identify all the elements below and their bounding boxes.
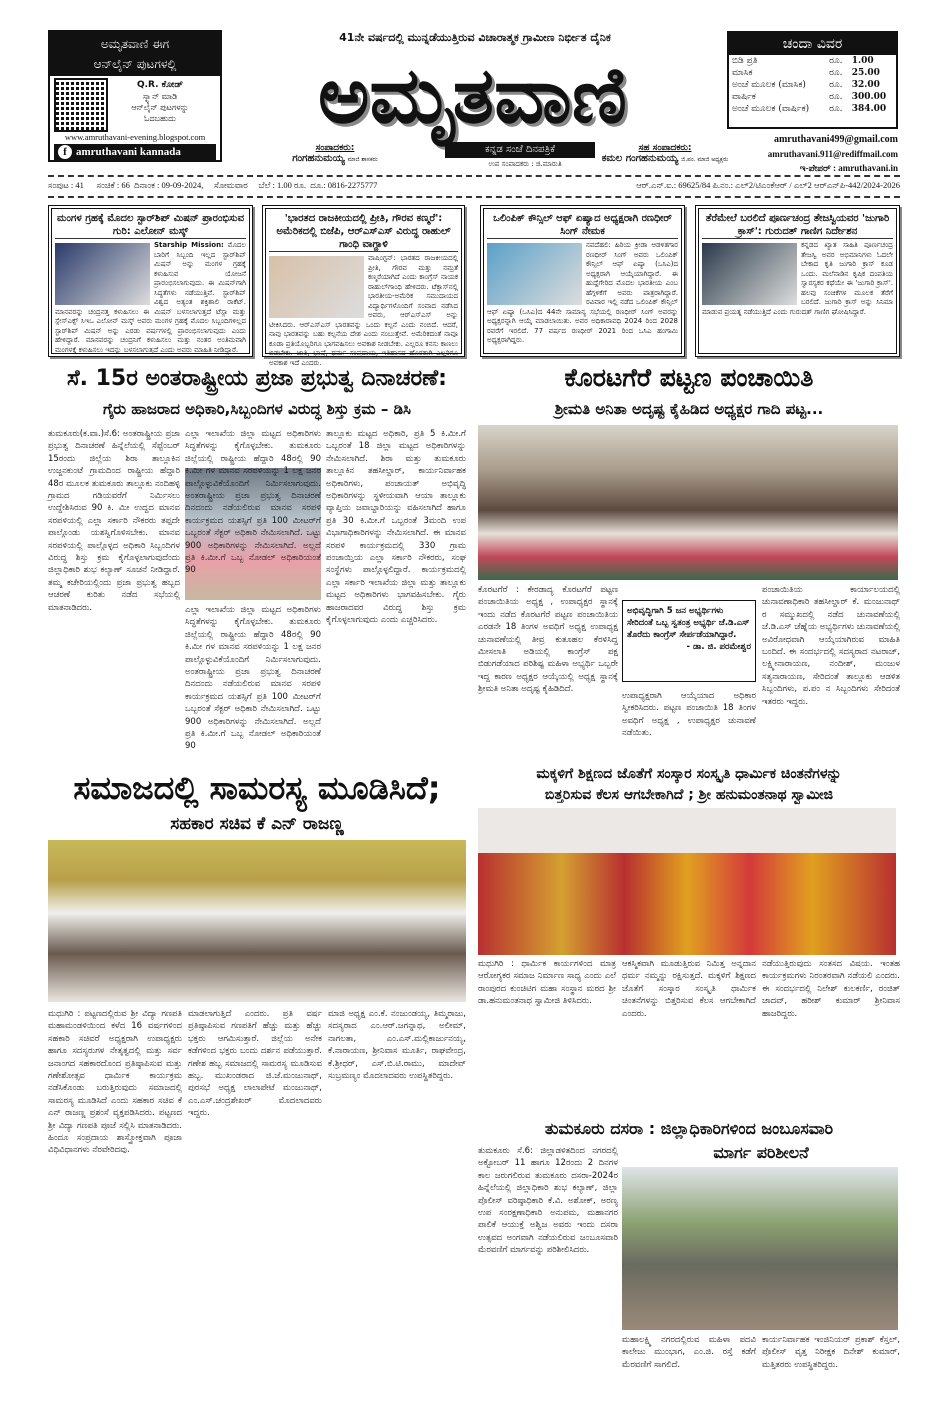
subscription-amount: 300.00	[851, 92, 887, 102]
boxed-story-photo	[487, 243, 582, 305]
quote-text: ಅಭಿವೃದ್ಧಿಗಾಗಿ 5 ಜನ ಅಭ್ಯರ್ಥಿಗಳು ಸೇರಿದಂತೆ ಒಬ್ಬ ಸ್ವತಂತ್ರ ಅಭ್ಯರ್ಥಿ ಜೆ.ಡಿ.ಎಸ್ ತೊರೆದು ಕಾಂಗ್ರೆಸ್ ಸೇರ್ಪಡೆಯಾಗಿದ್ದಾರೆ.	[627, 606, 750, 640]
facebook-link[interactable]	[54, 144, 216, 160]
story2-headline: ಕೊರಟಗೆರೆ ಪಟ್ಟಣ ಪಂಚಾಯಿತಿ	[564, 363, 814, 392]
qr-code-icon[interactable]	[56, 80, 106, 130]
subscription-cur: ರೂ.	[829, 56, 843, 66]
facebook-name: amruthavani kannada	[76, 146, 181, 158]
story3-col-1: ಮಧುಗಿರಿ : ಪಟ್ಟಣದಲ್ಲಿರುವ ಶ್ರೀ ವಿದ್ಯಾ ಗಣಪತಿ ಮಹಾಮಂಡಳಿಯಿಂದ ಕಳೆದ 16 ವರ್ಷಗಳಿಂದ ಸಹಕಾರಿ ಸಚಿವರೆ ಅಧ್ಯಕ್ಷರಾಗಿ ಉಪಾಧ್ಯಕ್ಷರು ಹಾಗೂ ಸದಸ್ಯರುಗಳ ನೇತೃತ್ವದಲ್ಲಿ ಮತ್ತು ಸರ್ವ ಜನಾಂಗದ ಸಹಕಾರದೊಂದ ಪ್ರತಿಷ್ಠಾಪಿಸುವ ಮತ್ತು ಗಣೇಶೋತ್ಸವ ಧಾರ್ಮಿಕ ಕಾರ್ಯಕ್ರಮ ನಡೆಸಿಕೊಂಡು ಬರುತ್ತಿರುವುದು ಸಮಾಜದಲ್ಲಿ ಸಾಮರಸ್ಯ ಮೂಡಿಸಿದೆ ಎಂದು ಸಹಕಾರ ಸಚಿವ ಕೆ ಎನ್ ರಾಜಣ್ಣ ಪ್ರಶಂಸೆ ವ್ಯಕ್ತಪಡಿಸಿದರು. ಪಟ್ಟಣದ ಶ್ರೀ ವಿದ್ಯಾ ಗಣಪತಿ ಪೂಜೆ ಸಲ್ಲಿಸಿ ಮಾತನಾಡಿದರು. ಹಿಂದೂ ಸಂಪ್ರದಾಯ ಶಾಸ್ತ್ರೋಕ್ತವಾಗಿ ಪೂಜಾ ವಿಧಿವಿಧಾನಗಳು ನೆರವೇರಿದವು.	[48, 1009, 182, 1156]
story3-subhead: ಸಹಕಾರ ಸಚಿವ ಕೆ ಎನ್ ರಾಜಣ್ಣ	[170, 814, 344, 834]
boxed-story-title: ತೆರೆಮೇಲೆ ಬರಲಿದೆ ಪೂರ್ಣಚಂದ್ರ ತೇಜಸ್ವಿಯವರ 'ಜುಗಾರಿ ಕ್ರಾಸ್': ಗುರುದತ್ ಗಾಣಿಗ ನಿರ್ದೇಶನ	[702, 212, 893, 239]
story1-col-1: ತುಮಕೂರು(ಕ.ವಾ.)ಸೆ.6: ಅಂತರಾಷ್ಟ್ರೀಯ ಪ್ರಜಾ ಪ್ರಭುತ್ವ ದಿನಾಚರಣೆ ಹಿನ್ನೆಲೆಯಲ್ಲಿ ಸೆಪ್ಟೆಂಬರ್ 15ರಂದು ಜಿಲ್ಲೆಯ ಶಿರಾ ತಾಲ್ಲೂಕಿನ ಉಜ್ಜನಕುಂಟೆ ಗ್ರಾಮದಿಂದ ರಾಷ್ಟ್ರೀಯ ಹೆದ್ದಾರಿ 48ರ ಮೂಲಕ ತುಮಕೂರು ತಾಲ್ಲೂಕು ನಂದಿಹಳ್ಳಿ ಗ್ರಾಮದ ಗಡಿಯವರೆಗೆ ನಿರ್ಮಿಸಲು ಉದ್ದೇಶಿಸಿರುವ 90 ಕಿ. ಮೀ ಉದ್ದದ ಮಾನವ ಸರಪಳಿಯಲ್ಲಿ ಎಲ್ಲಾ ಸರ್ಕಾರಿ ನೌಕರರು ತಪ್ಪದೇ ಪಾಲ್ಗೊಂಡು ಯಶಸ್ವಿಗೊಳಿಸಬೇಕು. ಮಾನವ ಸರಪಳಿಯಲ್ಲಿ ಪಾಲ್ಗೊಳ್ಳದ ಅಧಿಕಾರಿ ಸಿಬ್ಬಂದಿಗಳ ವಿರುದ್ಧ ಶಿಸ್ತು ಕ್ರಮ ಕೈಗೊಳ್ಳಲಾಗುವುದೆಂದು ಜಿಲ್ಲಾಧಿಕಾರಿ ಶುಭ ಕಲ್ಯಾಣ್ ಸೂಚನೆ ನೀಡಿದ್ದಾರೆ. ತಮ್ಮ ಕಚೇರಿಯಲ್ಲಿಂದು ಪ್ರಜಾ ಪ್ರಭುತ್ವ ಹಬ್ಬದ ಆಚರಣೆ ಕುರಿತು ನಡೆದ ಸಭೆಯಲ್ಲಿ ಮಾತನಾಡಿದರು.	[48, 429, 180, 613]
co-editor: ಉಪ ಸಂಪಾದಕರು : ಜಿ.ಮಾರುತಿ	[488, 160, 562, 168]
subscription-amount: 25.00	[851, 68, 880, 78]
epaper-link[interactable]: ಇ-ಪೇಪರ್ : amruthavani.in	[799, 163, 898, 173]
story1-subhead: ಗೈರು ಹಾಜರಾದ ಅಧಿಕಾರಿ,ಸಿಬ್ಬಂದಿಗಳ ವಿರುದ್ಧ ಶಿಸ್ತು ಕ್ರಮ – ಡಿಸಿ	[103, 400, 411, 418]
story4-headline-2: ಬಿತ್ತರಿಸುವ ಕೆಲಸ ಆಗಬೇಕಾಗಿದೆ ; ಶ್ರೀ ಹನುಮಂತನಾಥ ಸ್ವಾಮೀಜಿ	[544, 787, 834, 803]
boxed-story-body: ಮೊದಲ ಬಾರಿಗೆ ಸಿಬ್ಬಂದಿ ಇಲ್ಲದ ಸ್ಟಾರ್‌ಶಿಪ್ ಮಿಷನ್ ಅನ್ನು ಮಂಗಳ ಗ್ರಹಕ್ಕೆ ಕಳುಹಿಸುವ ಯೋಜನೆ ಪ್ರಾರಂಭಿಸಲಾಗುವುದು. ಈ ಮಿಷನ್‌ಗಾಗಿ ಸಿದ್ಧತೆಗಳು ನಡೆಯುತ್ತಿವೆ. ಸ್ಟಾರ್‌ಶಿಪ್ ವಿಶ್ವದ ಅತ್ಯಂತ ಶಕ್ತಿಶಾಲಿ ರಾಕೆಟ್. ಮಾನವರನ್ನು ಚಂದ್ರನತ್ತ ಕಳುಹಿಸಲು ಈ ಮಿಷನ್ ಬಳಸಲಾಗುತ್ತದೆ ಟೆಸ್ಲಾ ಮತ್ತು ಸ್ಪೇಸ್‌ಎಕ್ಸ್ ಸಿಇಒ ಎಲೋನ್ ಮಸ್ಕ್ ಅವರು ಮಂಗಳ ಗ್ರಹಕ್ಕೆ ಮೊದಲ ಸಿಬ್ಬಂದಿಗಳಿಲ್ಲದ ಸ್ಟಾರ್‌ಶಿಪ್ ಮಿಷನ್ ಅನ್ನು ಎರಡು ವರ್ಷಗಳಲ್ಲಿ ಪ್ರಾರಂಭಿಸಲಾಗುವುದು ಎಂದು ಹೇಳಿದ್ದಾರೆ. ಮಾನವರನ್ನು ಚಂದ್ರನಿಗೆ ಕಳುಹಿಸಲು ಮತ್ತು ನಂತರ ಅಂತಿಮವಾಗಿ ಮಂಗಳಕ್ಕೆ ಕಳುಹಿಸಲು ಇದನ್ನು ಬಳಸಲಾಗುತ್ತದೆ ಎಂದು ಅವರು ಮಾಹಿತಿ ನೀಡಿದ್ದಾರೆ.	[55, 241, 246, 354]
subscription-amount: 1.00	[851, 56, 874, 66]
boxed-story-body: ವಾಷಿಂಗ್ಟನ್: ಭಾರತದ ರಾಜಕೀಯದಲ್ಲಿ ಪ್ರೀತಿ, ಗೌರವ ಮತ್ತು ನಮ್ರತೆ ಕಣ್ಮರೆಯಾಗಿದೆ ಎಂದು ಕಾಂಗ್ರೆಸ್ ನಾಯಕ ರಾಹುಲ್‌ಗಾಂಧಿ ಹೇಳಿದರು. ಟೆಕ್ಸಾಸ್‌ನಲ್ಲಿ ಭಾರತೀಯ-ಅಮೆರಿಕ ಸಮುದಾಯದ ವಿದ್ಯಾರ್ಥಿಗಳೊಂದಿಗೆ ಸಂವಾದ ನಡೆಸಿದ ಅವರು, ಆರ್‌ಎಸ್‌ಎಸ್ ಅನ್ನು ಟೀಕಿಸಿದರು. ಆರ್‌ಎಸ್‌ಎಸ್ ಭಾರತವನ್ನು ಒಂದು ಕಲ್ಪನೆ ಎಂದು ನಂಬಿದೆ. ಆದರೆ, ನಾವು ಭಾರತವನ್ನು ಬಹು ಕಲ್ಪನೆಯ ದೇಶ ಎಂದು ನಂಬುತ್ತೇವೆ. ಅಮೆರಿಕದಂತೆ ನಾವೂ ಕೂಡಾ ಪ್ರತಿಯೊಬ್ಬರಿಗೂ ಭಾಗವಹಿಸಲು ಅವಕಾಶ ನೀಡಬೇಕು. ಎಲ್ಲರೂ ಕನಸು ಕಾಣಲು ಬಿಡಬೇಕು. ಜಾತಿ, ಭಾಷೆ, ಧರ್ಮ ಸಂಪ್ರದಾಯ, ಇತಿಹಾಸದ ಹೊರತಾಗಿ ಎಲ್ಲರಿಗೂ ಅವಕಾಶ ಇದೆ ಎಂದರು.	[269, 254, 458, 367]
story2-quote-box	[622, 600, 756, 682]
story2-col-1: ಕೊರಟಗೆರೆ : ಕೇರಡಾದ್ಯ ಕೊರಟಗೆರೆ ಪಟ್ಟಣ ಪಂಚಾಯಿತಿಯ ಅಧ್ಯಕ್ಷ , ಉಪಾಧ್ಯಕ್ಷರ ಸ್ಥಾನಕ್ಕೆ ಇಂದು ನಡೆದ ಕೊರಟಗೆರೆ ಪಟ್ಟಣ ಪಂಚಾಯಿತಿಯ ಎರಡನೇ 18 ತಿಂಗಳ ಅವಧಿಗೆ ಅಧ್ಯಕ್ಷ ಉಪಾಧ್ಯಕ್ಷ ಚುನಾವಣೆಯಲ್ಲಿ ತೀವ್ರ ಕುತೂಹಲ ಕೆರಳಿಸಿದ್ದ ಮೀಸಲಾತಿ ಅಡಿಯಲ್ಲಿ ಕಾಂಗ್ರೆಸ್ ಪಕ್ಷ ಬಿಡುಗಡೆಯಾದ ಪರಿಶಿಷ್ಟ ಮಹಿಳಾ ಅಭ್ಯರ್ಥಿ ಒಬ್ಬರೇ ಇದ್ದ ಕಾರಣ ಅಧ್ಯಕ್ಷರ ಆಯ್ಕೆಯಲ್ಲಿ ಅಧ್ಯಕ್ಷ ಸ್ಥಾನಕ್ಕೆ ಶ್ರೀಮತಿ ಅನಿತಾ ಅದೃಷ್ಟ ಕೈಹಿಡಿದಿದೆ.	[478, 585, 618, 695]
online-title-2: ಆನ್‌ಲೈನ್ ಪುಟಗಳಲ್ಲಿ	[93, 57, 177, 71]
boxed-story-body: ನವದೆಹಲಿ: ಹಿರಿಯ ಕ್ರೀಡಾ ಆಡಳಿತಗಾರ ರಣಧೀರ್ ಸಿಂಗ್ ಅವರು ಒಲಿಂಪಿಕ್ ಕೌನ್ಸಿಲ್ ಆಫ್ ಏಷ್ಯಾ (ಒಸಿಎ)ದ ಅಧ್ಯಕ್ಷರಾಗಿ ಆಯ್ಕೆಯಾಗಿದ್ದಾರೆ. ಈ ಹುದ್ದೆಗೇರಿದ ಮೊದಲ ಭಾರತೀಯ ಎಂಬ ಹೆಗ್ಗಳಿಕೆಗೆ ಅವರು ಪಾತ್ರರಾಗಿದ್ದಾರೆ. ರವಿವಾರ ಇಲ್ಲಿ ನಡೆದ ಒಲಿಂಪಿಕ್ ಕೌನ್ಸಿಲ್ ಆಫ್ ಏಷ್ಯಾ (ಒಸಿಎ)ದ 44ನೇ ಸಾಮಾನ್ಯ ಸಭೆಯಲ್ಲಿ ರಣಧೀರ್ ಸಿಂಗ್ ಅವರನ್ನು ಅಧ್ಯಕ್ಷರನ್ನಾಗಿ ಆಯ್ಕೆ ಮಾಡಲಾಯಿತು. ಅವರ ಅಧಿಕಾರಾವಧಿ 2024 ರಿಂದ 2028 ರವರೆಗೆ ಇರಲಿದೆ. 77 ವರ್ಷದ ರಣಧೀರ್ 2021 ರಿಂದ ಒಸಿಎ ಹಂಗಾಮಿ ಅಧ್ಯಕ್ಷರಾಗಿದ್ದರು.	[487, 241, 678, 344]
subscription-row	[729, 67, 896, 79]
online-box	[48, 30, 222, 162]
quote-author: - ಡಾ. ಜಿ. ಪರಮೇಶ್ವರ	[686, 642, 751, 652]
boxed-story	[695, 205, 900, 357]
qr-title: Q.R. ಕೋಡ್	[136, 80, 184, 90]
assoc-editor-role: ಜಿ.ಪಂ. ಮಾಜಿ ಅಧ್ಯಕ್ಷರು	[681, 156, 729, 163]
facebook-icon: f	[58, 145, 72, 159]
story3-col-3: ಮಾಜಿ ಅಧ್ಯಕ್ಷ ಎಂ.ಕೆ. ನಂಜುಂಡಯ್ಯ, ತಿಮ್ಮರಾಜು, ಸದಸ್ಯರಾದ ಎಂ.ಆರ್.ಜಗನ್ನಾಥ, ಅಲೀಮ್, ನಾಗಲತಾ, ಎಂ.ಎಸ್.ಮಲ್ಲಿಕಾರ್ಜುನಯ್ಯ, ಕೆ.ನಾರಾಯಣ, ಶ್ರೀನಿವಾಸ ಮೂರ್ತಿ, ರಾಘವೇಂದ್ರ, ಕೆ.ಶ್ರೀಧರ್, ಎಸ್.ಬಿ.ಟಿ.ರಾಮು, ಮಾದೇವ್ ಸುಬ್ರಮಣ್ಯಂ ಮೊದಲಾದವರು ಉಪಸ್ಥಿತರಿದ್ದರು.	[328, 1009, 466, 1082]
qr-text-2: ಆನ್‌ಲೈನ್ ಪುಟಗಳನ್ನು	[131, 103, 189, 112]
assoc-editor-name: ಕಮಲ ಗಂಗಹನುಮಯ್ಯ	[601, 153, 679, 164]
subscription-row	[729, 91, 896, 103]
story2-col-3: ಪಂಚಾಯಿತಿಯ ಕಾರ್ಯಾಲಯದಲ್ಲಿ ಚುನಾವಣಾಧಿಕಾರಿ ತಹಸೀಲ್ದಾರ್ ಕೆ. ಮಂಜುನಾಥ್ ರ ಸಮ್ಮುಖದಲ್ಲಿ ನಡೆದ ಚುನಾವಣೆಯಲ್ಲಿ ಜೆ.ಡಿ.ಎಸ್ ಚೆಹ್ನೆಯ ಅಭ್ಯರ್ಥಿಗಳು ಚುನಾವಣೆಯಲ್ಲಿ ಅವಿರೋಧವಾಗಿ ಆಯ್ಕೆಯಾಗಿರುವ ಮಾಹಿತಿ ಬಂದಿದೆ. ಈ ಸಂದರ್ಭದಲ್ಲಿ ಸದಸ್ಯರಾದ ನಟರಾಜ್, ಲಕ್ಷ್ಮೀನಾರಾಯಣ, ನಂದೀಶ್, ಮಂಜುಳ ಸತ್ಯನಾರಾಯಣ, ಸೇರಿದಂತೆ ತಾಲ್ಲೂಕು ಆಡಳಿತ ಸಿಬ್ಬಂದಿಗಳು, ಪ.ಪಂ ನ ಸಿಬ್ಬಂದಿಗಳು ಸೇರಿದಂತೆ ಇತರರು ಇದ್ದರು.	[762, 585, 900, 707]
story1-col-2: ಎಲ್ಲಾ ಇಲಾಖೆಯ ಜಿಲ್ಲಾ ಮಟ್ಟದ ಅಧಿಕಾರಿಗಳು ಸಿದ್ಧತೆಗಳನ್ನು ಕೈಗೊಳ್ಳಬೇಕು. ತುಮಕೂರು ಜಿಲ್ಲೆಯಲ್ಲಿ ರಾಷ್ಟ್ರೀಯ ಹೆದ್ದಾರಿ 48ರಲ್ಲಿ 90 ಕಿ.ಮೀ ಗಳ ಮಾನವ ಸರಪಳಿಯನ್ನು 1 ಲಕ್ಷ ಜನರ ಪಾಲ್ಗೊಳ್ಳುವಿಕೆಯೊಂದಿಗೆ ನಿರ್ಮಿಸಲಾಗುವುದು. ಅಂತರಾಷ್ಟ್ರೀಯ ಪ್ರಜಾ ಪ್ರಭುತ್ವ ದಿನಾಚರಣೆ ದಿನದಂದು ನಡೆಯಲಿರುವ ಮಾನವ ಸರಪಳಿ ಕಾರ್ಯಕ್ರಮದ ಯಶಸ್ಸಿಗೆ ಪ್ರತಿ 100 ಮೀಟರ್‌ಗೆ ಒಬ್ಬರಂತೆ ಸೆಕ್ಟರ್ ಅಧಿಕಾರಿ ನೇಮಿಸಲಾಗಿದೆ. ಒಟ್ಟು 900 ಅಧಿಕಾರಿಗಳನ್ನು ನೇಮಿಸಲಾಗಿದೆ. ಅಲ್ಲದೆ ಪ್ರತಿ ಕಿ.ಮೀ.ಗೆ ಒಬ್ಬ ನೋಡಲ್ ಅಧಿಕಾರಿಯಂತೆ 90	[185, 429, 321, 576]
boxed-story-photo	[702, 243, 797, 305]
divider	[48, 175, 900, 177]
boxed-story-lead: Starship Mission:	[154, 241, 224, 249]
story4-col-3: ನಡೆಯುತ್ತಿರುವುದು ಸಂತಸದ ವಿಷಯ. ಇಂತಹ ಕಾರ್ಯಕ್ರಮಗಳು ನಿರಂತರವಾಗಿ ನಡೆಯಲಿ ಎಂದರು. ಈ ಸಂದರ್ಭದಲ್ಲಿ ನಿಲೇಶ್ ಕುಲಕರ್ಣಿ, ರಂಜಿತ್ ಜಾದವ್, ಹರೀಶ್ ಕುಮಾರ್ ಶ್ರೀನಿವಾಸ ಹಾಜರಿದ್ದರು.	[762, 959, 900, 1019]
subscription-amount: 32.00	[851, 80, 880, 90]
story4-photo	[478, 808, 896, 955]
masthead-logo: ಅಮೃತವಾಣಿ	[318, 51, 627, 141]
story3-col-2: ಮಾಡಲಾಗುತ್ತಿದೆ ಎಂದರು. ಪ್ರತಿ ವರ್ಷ ಪ್ರತಿಷ್ಠಾಪಿಸುವ ಗಣಪತಿಗೆ ಹೆಚ್ಚು ಮತ್ತು ಹೆಚ್ಚು ಭಕ್ತರು ಆಗಮಿಸುತ್ತಾರೆ. ಜಿಲ್ಲೆಯ ಅನೇಕ ಕಡೆಗಳಿಂದ ಭಕ್ತರು ಬಂದು ದರ್ಶನ ಪಡೆಯುತ್ತಾರೆ. ಗಣೇಶ ಹಬ್ಬ ಸಮಾಜದಲ್ಲಿ ಸಾಮರಸ್ಯ ಮೂಡಿಸುವ ಹಬ್ಬ. ಮುಖಂಡರಾದ ಜಿ.ಜೆ.ಮಂಜುನಾಥ್, ಪುರಸಭೆ ಅಧ್ಯಕ್ಷ ಲಾಲಾಪೇಟೆ ಮಂಜುನಾಥ್, ಎಂ.ಎಸ್.ಚಂದ್ರಶೇಖರ್ ಮೊದಲಾದವರು ಇದ್ದರು.	[188, 1009, 322, 1119]
tagline: 41ನೇ ವರ್ಷದಲ್ಲಿ ಮುನ್ನಡೆಯುತ್ತಿರುವ ವಿಚಾರಾತ್ಮಕ ಗ್ರಾಮೀಣ ನಿರ್ಭೀತ ದೈನಿಕ	[339, 31, 611, 44]
boxed-story-title: 'ಭಾರತದ ರಾಜಕೀಯದಲ್ಲಿ ಪ್ರೀತಿ, ಗೌರವ ಕಣ್ಮರೆ': ಅಮೆರಿಕದಲ್ಲಿ ಬಿಜೆಪಿ, ಆರ್‌ಎಸ್‌ಎಸ್ ವಿರುದ್ಧ ರಾಹುಲ್ ಗಾಂಧಿ ವಾಗ್ದಾಳಿ	[269, 212, 458, 252]
email-1[interactable]: amruthavani499@gmail.com	[773, 134, 898, 145]
issue-info: ಸಂಪುಟ : 41 ಸಂಚಿಕೆ : 66 ದಿನಾಂಕ : 09-09-2024, ಸೋಮವಾರ ಬೆಲೆ : 1.00 ರೂ. ದೂ.: 0816-2275777	[48, 180, 378, 190]
subscription-cur: ರೂ.	[829, 80, 843, 90]
subscription-cur: ರೂ.	[829, 92, 843, 102]
story1-headline: ಸೆ. 15ರ ಅಂತರಾಷ್ಟ್ರೀಯ ಪ್ರಜಾ ಪ್ರಭುತ್ವ ದಿನಾಚರಣೆ:	[67, 366, 447, 391]
assoc-editor-label: ಸಹ ಸಂಪಾದಕರು:	[638, 143, 692, 153]
subscription-label: ಅಂಚೆ ಮೂಲಕ (ವಾರ್ಷಿಕ)	[732, 104, 810, 114]
boxed-story	[48, 205, 253, 357]
divider	[48, 196, 900, 198]
story4-col-1: ಮಧುಗಿರಿ : ಧಾರ್ಮಿಕ ಕಾರ್ಯಗಳಿಂದ ಮಾತ್ರ ಆರೋಗ್ಯಕರ ಸಮಾಜ ನಿರ್ಮಾಣ ಸಾಧ್ಯ ಎಂದು ಎಲೆ ರಾಂಪುರದ ಕುಂಚಿಟಿಗ ಮಹಾ ಸಂಸ್ಥಾನ ಮಠದ ಶ್ರೀ ಡಾ.ಹನುಮಂತನಾಥ ಸ್ವಾಮೀಜಿ ತಿಳಿಸಿದರು.	[478, 959, 616, 1007]
subscription-label: ಬಿಡಿ ಪ್ರತಿ	[732, 56, 758, 66]
story2-subhead: ಶ್ರೀಮತಿ ಅನಿತಾ ಅದೃಷ್ಟ ಕೈಹಿಡಿದ ಅಧ್ಯಕ್ಷರ ಗಾದಿ ಪಟ್ಟ...	[554, 400, 824, 418]
boxed-story	[480, 205, 685, 357]
story5-headline-2: ಮಾರ್ಗ ಪರಿಶೀಲನೆ	[713, 1143, 809, 1162]
online-title-1: ಅಮೃತವಾಣಿ ಈಗ	[100, 37, 170, 51]
story2-col-2: ಉಪಾಧ್ಯಕ್ಷರಾಗಿ ಆಯ್ಕೆಯಾದ ಅಧಿಕಾರ ಸ್ವೀಕರಿಸಿದರು. ಪಟ್ಟಣ ಪಂಚಾಯಿತಿ 18 ತಿಂಗಳ ಅವಧಿಗೆ ಅಧ್ಯಕ್ಷ , ಉಪಾಧ್ಯಕ್ಷರ ಚುನಾವಣೆ ನಡೆಯಿತು.	[622, 691, 756, 739]
subscription-cur: ರೂ.	[829, 104, 843, 114]
boxed-story-title: ಮಂಗಳ ಗ್ರಹಕ್ಕೆ ಮೊದಲ ಸ್ಟಾರ್‌ಶಿಪ್ ಮಿಷನ್ ಪ್ರಾರಂಭಿಸುವ ಗುರಿ: ಎಲೋನ್ ಮಸ್ಕ್	[56, 213, 245, 237]
subscription-box	[727, 31, 898, 129]
qr-text-3: ಓದಬಹುದು	[144, 114, 176, 123]
registration-info: ಆರ್.ಎನ್.ಐ.: 69625/84 ಪಿ.ನಂ.: ಎಲ್2/ಟಿಎಂಕೆಆರ್ / ಎಲ್2 ಆರ್‌ಎನ್‌ಪಿ-442/2024-2026	[636, 180, 900, 190]
subtitle: ಕನ್ನಡ ಸಂಜೆ ದಿನಪತ್ರಿಕೆ	[445, 142, 595, 158]
subscription-cur: ರೂ.	[829, 68, 843, 78]
story4-col-2: ಆಕಸ್ಮಿಕವಾಗಿ ಮೂಡುತ್ತಿರುವ ನಿಮಿತ್ತ ಅನ್ನದಾನ ಧರ್ಮ ನಮ್ಮನ್ನು ರಕ್ಷಿಸುತ್ತದೆ. ಮಕ್ಕಳಿಗೆ ಶಿಕ್ಷಣದ ಜೊತೆಗೆ ಸಂಸ್ಕಾರ ಸಂಸ್ಕೃತಿ ಧಾರ್ಮಿಕ ಚಿಂತನೆಗಳನ್ನು ಬಿತ್ತರಿಸುವ ಕೆಲಸ ಆಗಬೇಕಾಗಿದೆ ಎಂದರು.	[622, 959, 756, 1019]
email-2[interactable]: amruthavani.911@rediffmail.com	[767, 149, 898, 159]
subscription-label: ಅಂಚೆ ಮೂಲಕ (ಮಾಸಿಕ)	[732, 80, 806, 90]
story2-photo	[478, 425, 898, 580]
boxed-story	[262, 205, 465, 367]
subscription-amount: 384.00	[851, 104, 887, 114]
editor-role: ಮಾಜಿ ಶಾಸಕರು	[347, 156, 378, 163]
story1-col-3: ತಾಲ್ಲೂಕು ಮಟ್ಟದ ಅಧಿಕಾರಿ, ಪ್ರತಿ 5 ಕಿ.ಮೀ.ಗೆ ಒಬ್ಬರಂತೆ 18 ಜಿಲ್ಲಾ ಮಟ್ಟದ ಅಧಿಕಾರಿಗಳನ್ನು ನೇಮಿಸಲಾಗಿದೆ. ಶಿರಾ ಮತ್ತು ತುಮಕೂರು ತಾಲ್ಲೂಕಿನ ತಹಸೀಲ್ದಾರ್, ಕಾರ್ಯನಿರ್ವಾಹಕ ಅಧಿಕಾರಿಗಳು, ಪಂಚಾಯತ್ ಅಭಿವೃದ್ಧಿ ಅಧಿಕಾರಿಗಳನ್ನು ಸ್ಥಳೀಯವಾಗಿ ಆಯಾ ತಾಲ್ಲೂಕು ವ್ಯಾಪ್ತಿಯ ಜವಾಬ್ದಾರಿಯನ್ನು ವಹಿಸಲಾಗಿದೆ ಹಾಗೂ ಪ್ರತಿ 30 ಕಿ.ಮೀ.ಗೆ ಒಬ್ಬರಂತೆ 3ಮಂದಿ ಉಪ ವಿಭಾಗಾಧಿಕಾರಿಗಳನ್ನು ನೇಮಿಸಲಾಗಿದೆ. ಈ ಮಾನವ ಸರಪಳಿ ಕಾರ್ಯಕ್ರಮದಲ್ಲಿ 330 ಗ್ರಾಮ ಪಂಚಾಯ್ತಿಯ ಎಲ್ಲಾ ಸರ್ಕಾರಿ ನೌಕರರು, ಸಂಘ ಸಂಸ್ಥೆಗಳು ಪಾಲ್ಗೊಳ್ಳಲಿದ್ದಾರೆ. ಕಾರ್ಯಕ್ರಮದಲ್ಲಿ ಎಲ್ಲಾ ಸರ್ಕಾರಿ ಇಲಾಖೆಯ ಜಿಲ್ಲಾ ಮತ್ತು ತಾಲ್ಲೂಕು ಮಟ್ಟದ ಅಧಿಕಾರಿಗಳು ಭಾಗವಹಿಸಬೇಕು. ಗೈರು ಹಾಜರಾದವರ ವಿರುದ್ಧ ಶಿಸ್ತು ಕ್ರಮ ಕೈಗೊಳ್ಳಲಾಗುವುದು ಎಂದು ಎಚ್ಚರಿಸಿದರು.	[326, 429, 466, 626]
boxed-story-photo	[269, 256, 364, 318]
subscription-table	[729, 55, 896, 115]
qr-text-1: ಸ್ಕ್ಯಾನ್ ಮಾಡಿ	[142, 92, 178, 101]
subscription-label: ಮಾಸಿಕ	[732, 68, 753, 78]
boxed-story-photo	[55, 243, 150, 305]
story3-photo	[48, 840, 466, 1002]
subscription-row	[729, 103, 896, 115]
editor-name: ಗಂಗಹನುಮಯ್ಯ	[292, 153, 345, 164]
story5-photo	[622, 1167, 898, 1330]
subscription-row	[729, 79, 896, 91]
story5-col-3: ಕಾರ್ಯನಿರ್ವಾಹಕ ಇಂಜಿನಿಯರ್ ಪ್ರಕಾಶ್ ಕೆಸ್ತಲ್, ಪೊಲೀಸ್ ವೃತ್ತ ನಿರೀಕ್ಷಕ ದಿನೇಶ್ ಕುಮಾರ್, ಮತ್ತಿತರರು ಉಪಸ್ಥಿತರಿದ್ದರು.	[762, 1335, 900, 1370]
subscription-label: ವಾರ್ಷಿಕ	[732, 92, 756, 102]
subscription-title: ಚಂದಾ ವಿವರ	[729, 33, 896, 55]
boxed-story-title: ಒಲಿಂಪಿಕ್ ಕೌನ್ಸಿಲ್ ಆಫ್ ಏಷ್ಯಾದ ಅಧ್ಯಕ್ಷರಾಗಿ ರಣಧೀರ್ ಸಿಂಗ್ ನೇಮಕ	[487, 212, 678, 239]
story5-col-1: ತುಮಕೂರು ಸೆ.6: ಜಿಲ್ಲಾಡಳಿತದಿಂದ ನಗರದಲ್ಲಿ ಅಕ್ಟೋಬರ್ 11 ಹಾಗೂ 12ರಂದು 2 ದಿನಗಳ ಕಾಲ ಜರುಗಲಿರುವ ತುಮಕೂರು ದಸರಾ-2024ರ ಹಿನ್ನೆಲೆಯಲ್ಲಿ ಜಿಲ್ಲಾಧಿಕಾರಿ ಶುಭ ಕಲ್ಯಾಣ್, ಜಿಲ್ಲಾ ಪೊಲೀಸ್ ವರಿಷ್ಠಾಧಿಕಾರಿ ಕೆ.ವಿ. ಅಶೋಕ್, ಅರಣ್ಯ ಉಪ ಸಂರಕ್ಷಣಾಧಿಕಾರಿ ಅನುಪಮ, ಮಹಾನಗರ ಪಾಲಿಕೆ ಆಯುಕ್ತೆ ಅಶ್ವಿಜ ಅವರು ಇಂದು ದಸರಾ ಉತ್ಸವದ ಅಂಗವಾಗಿ ನಡೆಯಲಿರುವ ಜಂಬೂಸವಾರಿ ಮೆರವಣಿಗೆ ಮಾರ್ಗವನ್ನು ಪರಿಶೀಲಿಸಿದರು.	[478, 1146, 618, 1256]
story1-col-2b: ಎಲ್ಲಾ ಇಲಾಖೆಯ ಜಿಲ್ಲಾ ಮಟ್ಟದ ಅಧಿಕಾರಿಗಳು ಸಿದ್ಧತೆಗಳನ್ನು ಕೈಗೊಳ್ಳಬೇಕು. ತುಮಕೂರು ಜಿಲ್ಲೆಯಲ್ಲಿ ರಾಷ್ಟ್ರೀಯ ಹೆದ್ದಾರಿ 48ರಲ್ಲಿ 90 ಕಿ.ಮೀ ಗಳ ಮಾನವ ಸರಪಳಿಯನ್ನು 1 ಲಕ್ಷ ಜನರ ಪಾಲ್ಗೊಳ್ಳುವಿಕೆಯೊಂದಿಗೆ ನಿರ್ಮಿಸಲಾಗುವುದು. ಅಂತರಾಷ್ಟ್ರೀಯ ಪ್ರಜಾ ಪ್ರಭುತ್ವ ದಿನಾಚರಣೆ ದಿನದಂದು ನಡೆಯಲಿರುವ ಮಾನವ ಸರಪಳಿ ಕಾರ್ಯಕ್ರಮದ ಯಶಸ್ಸಿಗೆ ಪ್ರತಿ 100 ಮೀಟರ್‌ಗೆ ಒಬ್ಬರಂತೆ ಸೆಕ್ಟರ್ ಅಧಿಕಾರಿ ನೇಮಿಸಲಾಗಿದೆ. ಒಟ್ಟು 900 ಅಧಿಕಾರಿಗಳನ್ನು ನೇಮಿಸಲಾಗಿದೆ. ಅಲ್ಲದೆ ಪ್ರತಿ ಕಿ.ಮೀ.ಗೆ ಒಬ್ಬ ನೋಡಲ್ ಅಧಿಕಾರಿಯಂತೆ 90	[185, 605, 321, 752]
story4-headline-1: ಮಕ್ಕಳಿಗೆ ಶಿಕ್ಷಣದ ಜೊತೆಗೆ ಸಂಸ್ಕಾರ ಸಂಸ್ಕೃತಿ ಧಾರ್ಮಿಕ ಚಿಂತನೆಗಳನ್ನು	[536, 766, 842, 782]
story5-headline-1: ತುಮಕೂರು ದಸರಾ : ಜಿಲ್ಲಾಧಿಕಾರಿಗಳಿಂದ ಜಂಬೂಸವಾರಿ	[544, 1119, 834, 1138]
subscription-row	[729, 55, 896, 67]
boxed-story-body: ಕನ್ನಡದ ಖ್ಯಾತ ಸಾಹಿತಿ ಪೂರ್ಣಚಂದ್ರ ತೇಜಸ್ವಿ ಅವರ ಅಭಿಮಾನಿಗಳು ಓದಲೇ ಬೇಕಾದ ಕೃತಿ ಜುಗಾರಿ ಕ್ರಾಸ್ ಕೂಡ ಒಂದು. ಮಲೆನಾಡಿನ ಕೃಷಿಕ ದಂಪತಿಯ ಸ್ವಾರಸ್ಯಕರ ಕಥೆಯೇ ಈ 'ಜುಗಾರಿ ಕ್ರಾಸ್'. ಹಲವು ಸಂಚಿಕೆಗಳ ಮೂಲಕ ತೆರೆಗೆ ಬರಲಿದೆ. ಜುಗಾರಿ ಕ್ರಾಸ್ ಅನ್ನು ಸಿನಿಮಾ ಮಾಡುವ ಪ್ರಯತ್ನ ನಡೆಯುತ್ತಿದೆ ಎಂದು ಗುರುದತ್ ಗಾಣಿಗ ಘೋಷಿಸಿದ್ದಾರೆ.	[702, 241, 893, 316]
story3-headline: ಸಮಾಜದಲ್ಲಿ ಸಾಮರಸ್ಯ ಮೂಡಿಸಿದೆ;	[73, 769, 441, 807]
story5-col-2: ಮಹಾಲಕ್ಷ್ಮಿ ನಗರದಲ್ಲಿರುವ ಮಹಿಳಾ ಪದವಿ ಕಾಲೇಜು ಮುಂಭಾಗ, ಎಂ.ಜಿ. ರಸ್ತೆ ಕಡೆಗೆ ಮೆರವಣಿಗೆ ಸಾಗಲಿದೆ.	[622, 1335, 756, 1370]
blog-link[interactable]: www.amruthavani-evening.blogspot.com	[64, 132, 206, 142]
editor-label: ಸಂಪಾದಕರು:	[315, 143, 355, 153]
